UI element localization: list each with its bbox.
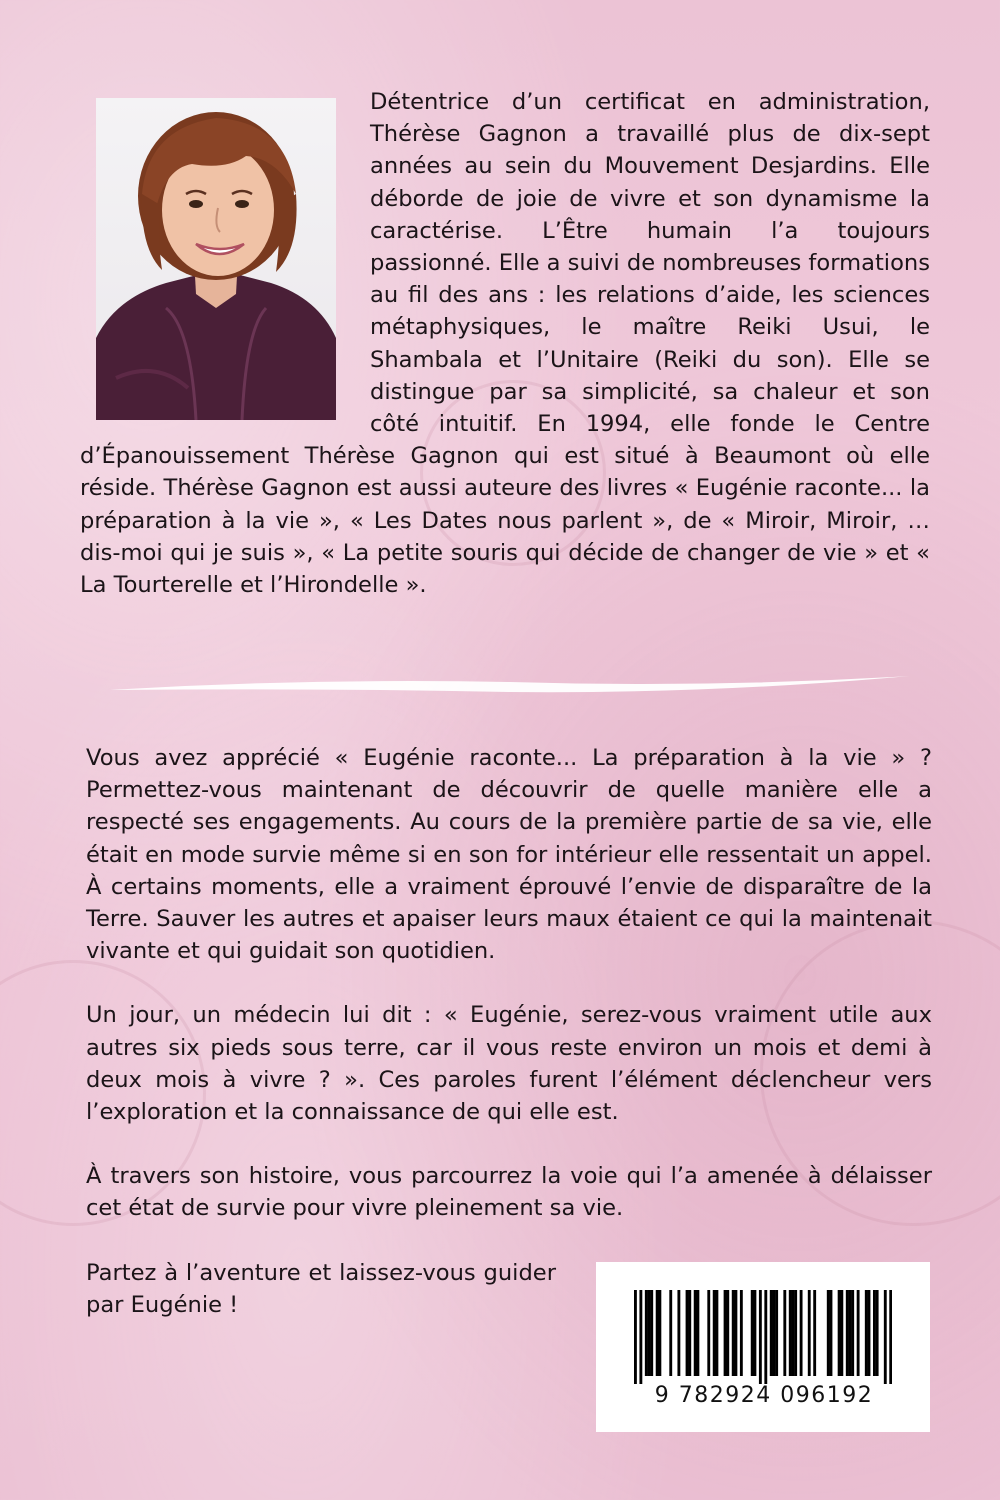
- barcode-bar: [732, 1290, 735, 1376]
- barcode-bar: [857, 1290, 860, 1376]
- blurb-paragraph-2: Un jour, un médecin lui dit : « Eugénie, serez-vous vraiment utile aux autres six pieds sous terre, car il vous reste environ un mois et demi à deux mois à vivre ? ». Ces paroles furent l’élément déclencheur vers l’exploration et la connaissance de qui elle est.: [86, 1002, 932, 1126]
- barcode-bar: [849, 1290, 852, 1376]
- barcode-bar: [808, 1290, 811, 1376]
- barcode-bar: [830, 1290, 833, 1376]
- barcode-bar: [634, 1290, 637, 1384]
- barcode-bar: [658, 1290, 661, 1376]
- barcode-bar: [865, 1290, 868, 1376]
- blurb-paragraph-3: À travers son histoire, vous parcourrez la voie qui l’a amenée à délaisser cet état de survie pour vivre pleinement sa vie.: [86, 1163, 932, 1222]
- barcode-bar: [753, 1290, 756, 1376]
- barcode-bar: [734, 1290, 737, 1376]
- barcode-bar: [775, 1290, 778, 1376]
- author-bio: [80, 86, 930, 601]
- barcode-bar: [696, 1290, 699, 1376]
- barcode-bar: [783, 1290, 786, 1376]
- barcode-bar: [751, 1290, 754, 1376]
- barcode-bar: [773, 1290, 776, 1376]
- blurb-paragraph-4: Partez à l’aventure et laissez-vous guider par Eugénie !: [86, 1259, 556, 1318]
- barcode-bar: [792, 1290, 795, 1376]
- photo-wrap-spacer: [80, 86, 370, 431]
- barcode-bar: [726, 1290, 729, 1376]
- barcode-bar: [827, 1290, 830, 1376]
- barcode-bar: [846, 1290, 849, 1376]
- barcode-bar: [677, 1290, 680, 1376]
- barcode-bars: [634, 1290, 892, 1384]
- barcode-bar: [648, 1290, 651, 1376]
- barcode-bar: [789, 1290, 792, 1376]
- barcode-bar: [794, 1290, 797, 1376]
- barcode-bar: [650, 1290, 653, 1376]
- blurb-paragraph-1: Vous avez apprécié « Eugénie raconte... La préparation à la vie » ? Permettez-vous maintenant de découvrir de quelle manière elle a respecté ses engagements. Au cours de la première partie de sa vie, elle était en mode survie même si en son for intérieur elle ressentait un appel. À certains moments, elle a vraiment éprouvé l’envie de disparaître de la Terre. Sauver les autres et apaiser leurs maux étaient ce qui la maintenait vivante et qui guidait son quotidien.: [86, 745, 932, 965]
- barcode-bar: [770, 1290, 773, 1376]
- isbn-barcode: [596, 1262, 930, 1432]
- isbn-number: 9 782924 096192: [654, 1383, 874, 1408]
- barcode-bar: [645, 1290, 648, 1376]
- author-bio-text: Détentrice d’un certificat en administration, Thérèse Gagnon a travaillé plus de dix-sept années au sein du Mouvement Desjardins. Elle déborde de joie de vivre et son dynamisme la caractérise. L’Être humain l’a toujours passionné. Elle a suivi de nombreuses formations au fil des ans : les relations d’aide, les sciences métaphysiques, le maître Reiki Usui, le Shambala et l’Unitaire (Reiki du son). Elle se distingue par sa simplicité, sa chaleur et son côté intuitif. En 1994, elle fonde le Centre d’Épanouissement Thérèse Gagnon qui est situé à Beaumont où elle réside. Thérèse Gagnon est aussi auteure des livres « Eugénie raconte... la préparation à la vie », « Les Dates nous parlent », de « Miroir, Miroir, … dis-moi qui je suis », « La petite souris qui décide de changer de vie » et « La Tourterelle et l’Hirondelle ».: [80, 89, 931, 599]
- barcode-bar: [686, 1290, 689, 1376]
- barcode-bar: [707, 1290, 710, 1376]
- barcode-bar: [851, 1290, 854, 1376]
- barcode-bar: [840, 1290, 843, 1376]
- barcode-bar: [800, 1290, 803, 1376]
- barcode-bar: [656, 1290, 659, 1376]
- barcode-bar: [889, 1290, 892, 1384]
- barcode-bar: [715, 1290, 718, 1376]
- barcode-bar: [713, 1290, 716, 1376]
- barcode-bar: [884, 1290, 887, 1384]
- barcode-bar: [868, 1290, 871, 1376]
- barcode-bar: [669, 1290, 672, 1376]
- barcode-bar: [740, 1290, 743, 1376]
- barcode-bar: [694, 1290, 697, 1376]
- barcode-bar: [838, 1290, 841, 1376]
- barcode-bar: [688, 1290, 691, 1376]
- barcode-bar: [639, 1290, 642, 1384]
- barcode-bar: [764, 1290, 767, 1384]
- book-blurb: [86, 742, 932, 1321]
- barcode-bar: [759, 1290, 762, 1384]
- barcode-bar: [813, 1290, 816, 1376]
- barcode-bar: [724, 1290, 727, 1376]
- barcode-bar: [873, 1290, 876, 1376]
- barcode-bar: [876, 1290, 879, 1376]
- swoosh-divider: [110, 668, 910, 708]
